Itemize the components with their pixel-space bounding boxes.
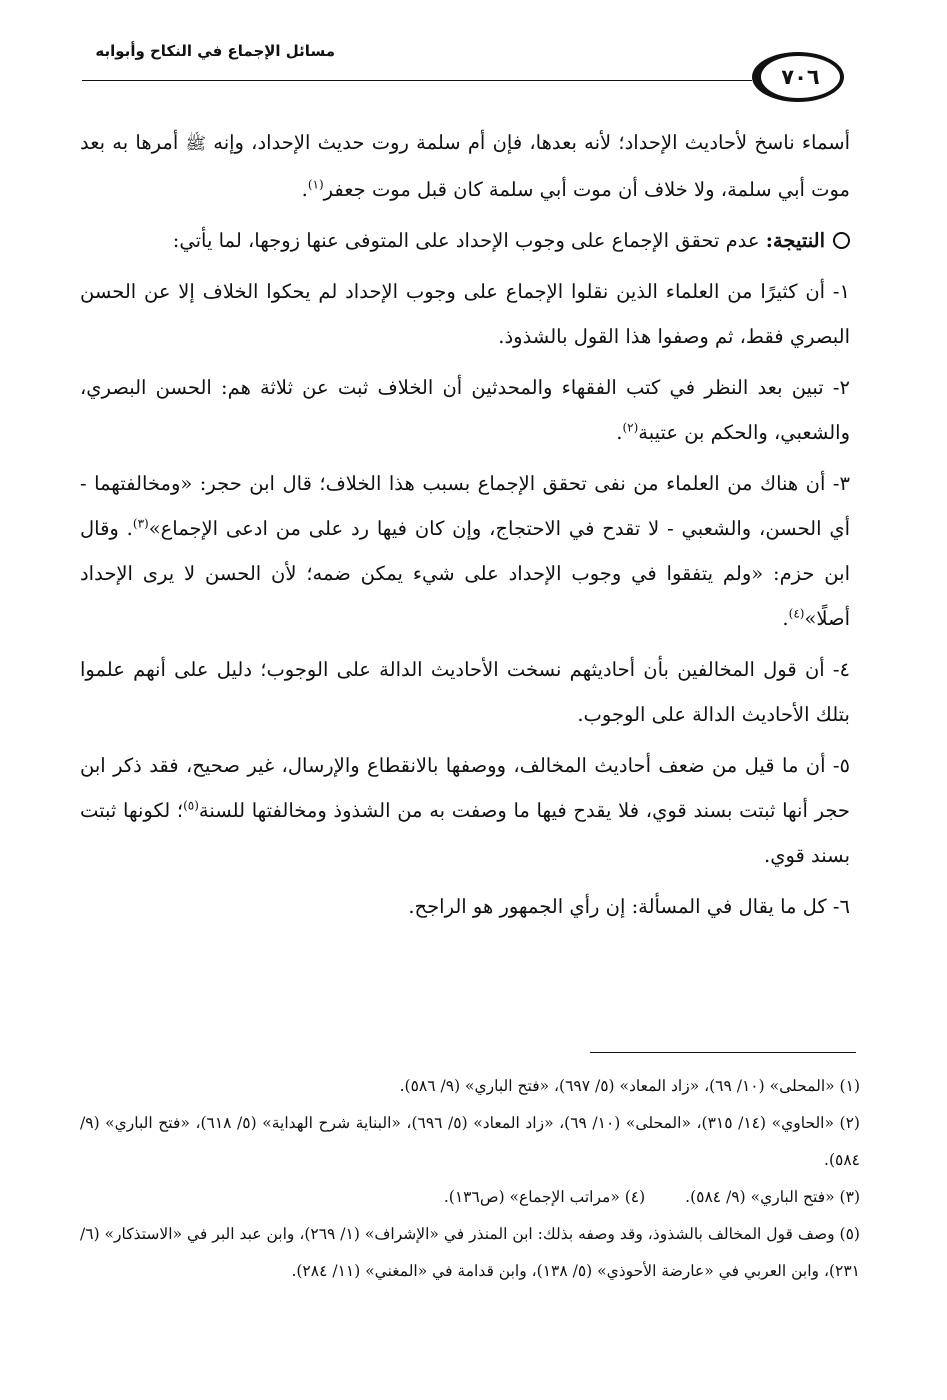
point-6: ٦- كل ما يقال في المسألة: إن رأي الجمهور هو الراجح. — [408, 895, 850, 918]
footnote-3: (٣) «فتح الباري» (٩/ ٥٨٤). — [685, 1188, 860, 1206]
footnote-ref: (٣) — [132, 516, 149, 531]
opening-text-rest: أمرها به بعد موت أبي سلمة، ولا خلاف أن موت أبي سلمة كان قبل موت جعفر — [80, 131, 850, 201]
page-number-badge — [752, 52, 844, 102]
point-5-text-b: ؛ لكونها ثبتت بسند قوي. — [80, 799, 850, 867]
point-2: ٢- تبين بعد النظر في كتب الفقهاء والمحدثين أن الخلاف ثبت عن ثلاثة هم: الحسن البصري، والشعبي، والحكم بن عتيبة$^{(٢)}$. — [80, 376, 850, 444]
point-2-text: ٢- تبين بعد النظر في كتب الفقهاء والمحدثين أن الخلاف ثبت عن ثلاثة هم: الحسن البصري، والشعبي، والحكم بن عتيبة — [80, 376, 850, 444]
footnote-2: (٢) «الحاوي» (١٤/ ٣١٥)، «المحلى» (١٠/ ٦٩)، «زاد المعاد» (٥/ ٦٩٦)، «البناية شرح الهداية» (٥/ ٦١٨)، «فتح الباري» (٩/ ٥٨٤). — [80, 1114, 860, 1169]
footnote-ref: (٥) — [183, 798, 199, 813]
conclusion-text: عدم تحقق الإجماع على وجوب الإحداد على المتوفى عنها زوجها، لما يأتي: — [172, 229, 766, 252]
page-number: ٧٠٦ — [781, 65, 820, 89]
main-text — [80, 120, 850, 935]
running-header-title: مسائل الإجماع في النكاح وأبوابه — [95, 42, 335, 60]
header-divider — [82, 80, 752, 81]
point-3-text-a: ٣- أن هناك من العلماء من نفى تحقق الإجماع بسبب هذا الخلاف؛ قال ابن حجر: «ومخالفتهما - أي الحسن، والشعبي - لا تقدح في الاحتجاج، وإن كان فيها رد على من ادعى الإجماع» — [80, 472, 851, 540]
circle-bullet-icon — [833, 232, 850, 249]
point-4: ٤- أن قول المخالفين بأن أحاديثهم نسخت الأحاديث الدالة على الوجوب؛ دليل على أنهم علموا بتلك الأحاديث الدالة على الوجوب. — [80, 658, 850, 726]
point-1: ١- أن كثيرًا من العلماء الذين نقلوا الإجماع على وجوب الإحداد لم يحكوا الخلاف إلا عن الحسن البصري فقط، ثم وصفوا هذا القول بالشذوذ. — [80, 280, 850, 348]
footnote-ref: (٢) — [622, 420, 639, 435]
footnote-1: (١) «المحلى» (١٠/ ٦٩)، «زاد المعاد» (٥/ ٦٩٧)، «فتح الباري» (٩/ ٥٨٦). — [399, 1077, 860, 1095]
conclusion-label: النتيجة: — [765, 229, 825, 252]
footnotes — [80, 1068, 860, 1290]
footnote-row-3-4 — [80, 1179, 860, 1216]
footnote-5: (٥) وصف قول المخالف بالشذوذ، وقد وصفه بذلك: ابن المنذر في «الإشراف» (١/ ٢٦٩)، وابن عبد البر في «الاستذكار» (٦/ ٢٣١)، وابن العربي في «عارضة الأحوذي» (٥/ ١٣٨)، وابن قدامة في «المغني» (١١/ ٢٨٤). — [80, 1225, 860, 1280]
point-3-text-b: . وقال ابن حزم: «ولم يتفقوا في وجوب الإحداد على شيء يمكن ضمه؛ لأن الحسن لا يرى الإحداد أصلًا» — [80, 517, 850, 630]
footnote-ref: (٤) — [788, 606, 805, 621]
conclusion-paragraph — [80, 218, 850, 263]
point-3: ٣- أن هناك من العلماء من نفى تحقق الإجماع بسبب هذا الخلاف؛ قال ابن حجر: «ومخالفتهما - أي الحسن، والشعبي - لا تقدح في الاحتجاج، وإن كان فيها رد على من ادعى الإجماع»$^{(٣)}$. وقال ابن حزم: «ولم يتفقوا في وجوب الإحداد على شيء يمكن ضمه؛ لأن الحسن لا يرى الإحداد أصلًا»$^{(٤)}$. — [80, 472, 851, 630]
footnote-ref: (١) — [307, 177, 324, 192]
point-5 — [80, 743, 850, 878]
footnote-4: (٤) «مراتب الإجماع» (ص١٣٦). — [443, 1188, 646, 1206]
footnote-divider — [590, 1052, 856, 1053]
point-5-text-a: ٥- أن ما قيل من ضعف أحاديث المخالف، ووصفها بالانقطاع والإرسال، غير صحيح، فقد ذكر ابن حجر أنها ثبتت بسند قوي، فلا يقدح فيها ما وصفت به من الشذوذ ومخالفتها للسنة — [80, 754, 850, 822]
pbuh-icon: ﷺ — [185, 134, 207, 154]
opening-paragraph: أسماء ناسخ لأحاديث الإحداد؛ لأنه بعدها، فإن أم سلمة روت حديث الإحداد، وإنه ﷺ أمرها به بعد موت أبي سلمة، ولا خلاف أن موت أبي سلمة كان قبل موت جعفر$^{(١)}$. — [80, 131, 850, 201]
opening-text: أسماء ناسخ لأحاديث الإحداد؛ لأنه بعدها، فإن أم سلمة روت حديث الإحداد، وإنه — [206, 131, 850, 154]
